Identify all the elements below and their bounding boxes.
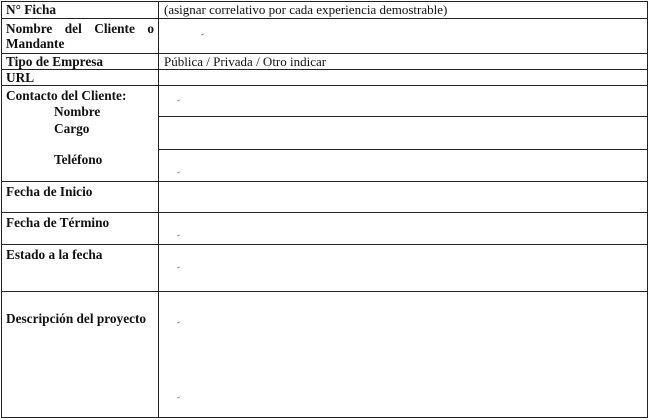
cliente-label [6, 21, 154, 51]
row-divider-fecha-termino [2, 244, 647, 245]
row-divider-fecha-inicio [2, 212, 647, 213]
ficha-label: N° Ficha [6, 2, 57, 17]
experience-form-table [1, 1, 648, 418]
scan-speck [177, 267, 180, 269]
fecha-termino-label: Fecha de Término [6, 215, 110, 230]
row-divider-cargo [158, 149, 647, 150]
row-divider-estado [2, 291, 647, 292]
cliente-label-line1 [6, 21, 154, 36]
nombre-label: Nombre [54, 104, 101, 119]
tipo-empresa-value: Pública / Privada / Otro indicar [164, 54, 327, 69]
row-divider-ficha [2, 18, 647, 19]
scan-speck [177, 235, 180, 237]
descripcion-label: Descripción del proyecto [6, 311, 147, 326]
cliente-label-word-3: Cliente [94, 21, 135, 36]
column-divider [158, 2, 159, 417]
tipo-empresa-label: Tipo de Empresa [6, 54, 104, 69]
estado-label: Estado a la fecha [6, 247, 103, 262]
cargo-label: Cargo [54, 121, 90, 136]
cliente-label-line2: Mandante [6, 36, 65, 51]
row-divider-url [2, 85, 647, 86]
cliente-label-word-2: del [64, 21, 82, 36]
telefono-label: Teléfono [54, 152, 103, 167]
row-divider-tipo [2, 69, 647, 70]
scan-speck [177, 322, 180, 324]
url-label: URL [6, 70, 35, 85]
scan-speck [201, 34, 204, 36]
row-divider-contacto [2, 181, 647, 182]
ficha-value: (asignar correlativo por cada experiencia demostrable) [164, 2, 448, 17]
contacto-label: Contacto del Cliente: [6, 88, 127, 103]
fecha-inicio-label: Fecha de Inicio [6, 184, 93, 199]
cliente-label-word-4: o [147, 21, 154, 36]
scan-speck [177, 397, 180, 399]
scan-speck [177, 172, 180, 174]
cliente-label-word-1: Nombre [6, 21, 53, 36]
scan-speck [177, 100, 180, 102]
row-divider-nombre [158, 116, 647, 117]
